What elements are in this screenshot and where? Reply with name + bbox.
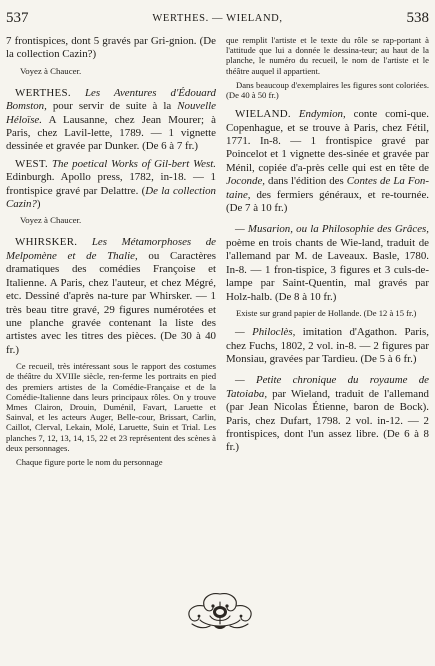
running-header <box>5 10 430 28</box>
entry-text: A Lausanne, chez Jean Mourer; à Paris, chez Lavil-lette, 1789. — 1 vignette dessinée et gravée par Dunker. (De 6 à 7 fr.) <box>6 113 216 153</box>
entry-text: par Wieland, traduit de l'allemand (par Jean Nicolas Étienne, baron de Bock). Paris, chez Dufart, 1798. 2 vol. in-12. — 2 frontispices, dont l'un assez libre. (De 6 à 8 fr.) <box>226 387 429 454</box>
work-title: Joconde, <box>226 175 266 188</box>
footnote: Ce recueil, très intéressant sous le rapport des costumes de théâtre du XVIIIe siècle, ren-ferme les portraits en pied des premiers artistes de la Comédie-Française et de la Comédie-Italienne dans leurs principaux rôles. On y trouve Mmes Clairon, Drouin, Duménil, Favart, Laruette et Sainval, et les acteurs Auger, Belle-cour, Brissart, Carlin, Caillot, Clerval, Lekain, Molé, Laruette, Suin et Trial. Les planches 7, 12, 13, 14, 15, 22 et 23 représentent des scènes à deux personnages. <box>6 361 216 453</box>
entry-text: des fermiers généraux, et re-tournée. (De 7 à 10 fr.) <box>226 188 429 215</box>
author-name: WHIRSKER. <box>15 236 78 249</box>
footnote: Chaque figure porte le nom du personnage <box>16 456 163 467</box>
work-title: Contes de La Fon-taine, <box>226 175 429 201</box>
entry-text: poème en trois chants de Wie-land, traduit de l'allemand par M. de Laveaux. Basle, 1780. In-8. — 1 fron-tispice, 3 figures et 3 culs-de-lampe par Saint-Quentin, mal gravés par Holz-halb. (De 8 à 10 fr.) <box>226 236 429 303</box>
collection-note: De la collection Cazin? <box>6 184 216 211</box>
footnote-continued: que remplit l'artiste et le texte du rôle se rap-portant à l'attitude que lui a donnée le dessina-teur; au haut de la planche, le numéro du recueil, le nom de l'artiste et le théâtre auquel il appartient. <box>226 35 429 76</box>
work-title: The poetical Works of Gil-bert West. <box>51 157 216 170</box>
work-title: Endymion, <box>298 108 346 121</box>
right-column <box>226 35 429 459</box>
entry-musarion <box>226 223 429 303</box>
ornamental-vignette-icon <box>180 588 260 632</box>
work-title: — Philoclès, <box>235 326 296 339</box>
entry-text: ) <box>36 198 41 211</box>
work-title: Nouvelle Héloïse. <box>6 100 216 126</box>
entry-text: conte comi-que. Copenhague, et se trouve à Paris, chez Fétil, 1771. In-8. — 1 frontispice gravé par Poincelot et 1 vignette des-sinée et gravée par Ménil, copiée d'a-près celle qui est en tête de <box>226 108 429 174</box>
entry-text: imitation d'Agathon. Paris, chez Fuchs, 1802, 2 vol. in-8. — 2 figures par Monsiau, gravées par Tardieu. (De 5 à 6 fr.) <box>226 326 430 365</box>
work-title: — Petite chronique du royaume de Tatoiaba, <box>226 374 429 400</box>
page-number-right: 538 <box>406 10 429 26</box>
entry-whirsker <box>6 236 216 357</box>
entry-text: ou Caractères dramatiques des comédies Françoise et Italienne. A Paris, chez l'auteur, et chez Mégré, etc. Dessiné d'après na-ture par Whirsker. — 1 très beau titre gravé, 29 figures numérotées et une planche gravée contenant la liste des artistes avec les titres des pièces. (De 30 à 40 fr.) <box>6 249 216 356</box>
entry-text: dans l'édition des <box>265 175 347 188</box>
work-title: Les Métamorphoses de Melpomène et de Thalie, <box>6 236 216 262</box>
cross-reference: Voyez à Chaucer. <box>20 215 82 226</box>
footnote: Existe sur grand papier de Hollande. (De 12 à 15 fr.) <box>236 307 417 318</box>
entry-werthes <box>6 87 216 154</box>
entry-philocles <box>226 326 429 366</box>
author-name: WIELAND. <box>235 108 291 121</box>
left-column <box>6 35 216 471</box>
entry-west <box>6 158 216 212</box>
entry-wieland <box>226 108 429 215</box>
cross-reference: Voyez à Chaucer. <box>20 65 82 76</box>
footnote: Dans beaucoup d'exemplaires les figures sont coloriées. (De 40 à 50 fr.) <box>226 79 429 101</box>
entry-text: Edinburgh. Apollo press, 1782, in-18. — 1 frontispice gravé par Delattre. ( <box>6 171 216 197</box>
work-title: Les Aventures d'Édouard Bomston, <box>6 86 216 113</box>
page-number-left: 537 <box>6 10 29 26</box>
entry-chronique <box>226 374 429 454</box>
author-name: WEST. <box>15 157 49 170</box>
author-name: WERTHES. <box>15 86 71 99</box>
entry-text: pour servir de suite à la <box>46 100 178 113</box>
continuation-text: 7 frontispices, dont 5 gravés par Gri-gnion. (De la collection Cazin?) <box>6 35 216 61</box>
running-title: WERTHES. — WIELAND, <box>152 13 283 24</box>
work-title: — Musarion, ou la Philosophie des Grâces, <box>235 223 429 236</box>
